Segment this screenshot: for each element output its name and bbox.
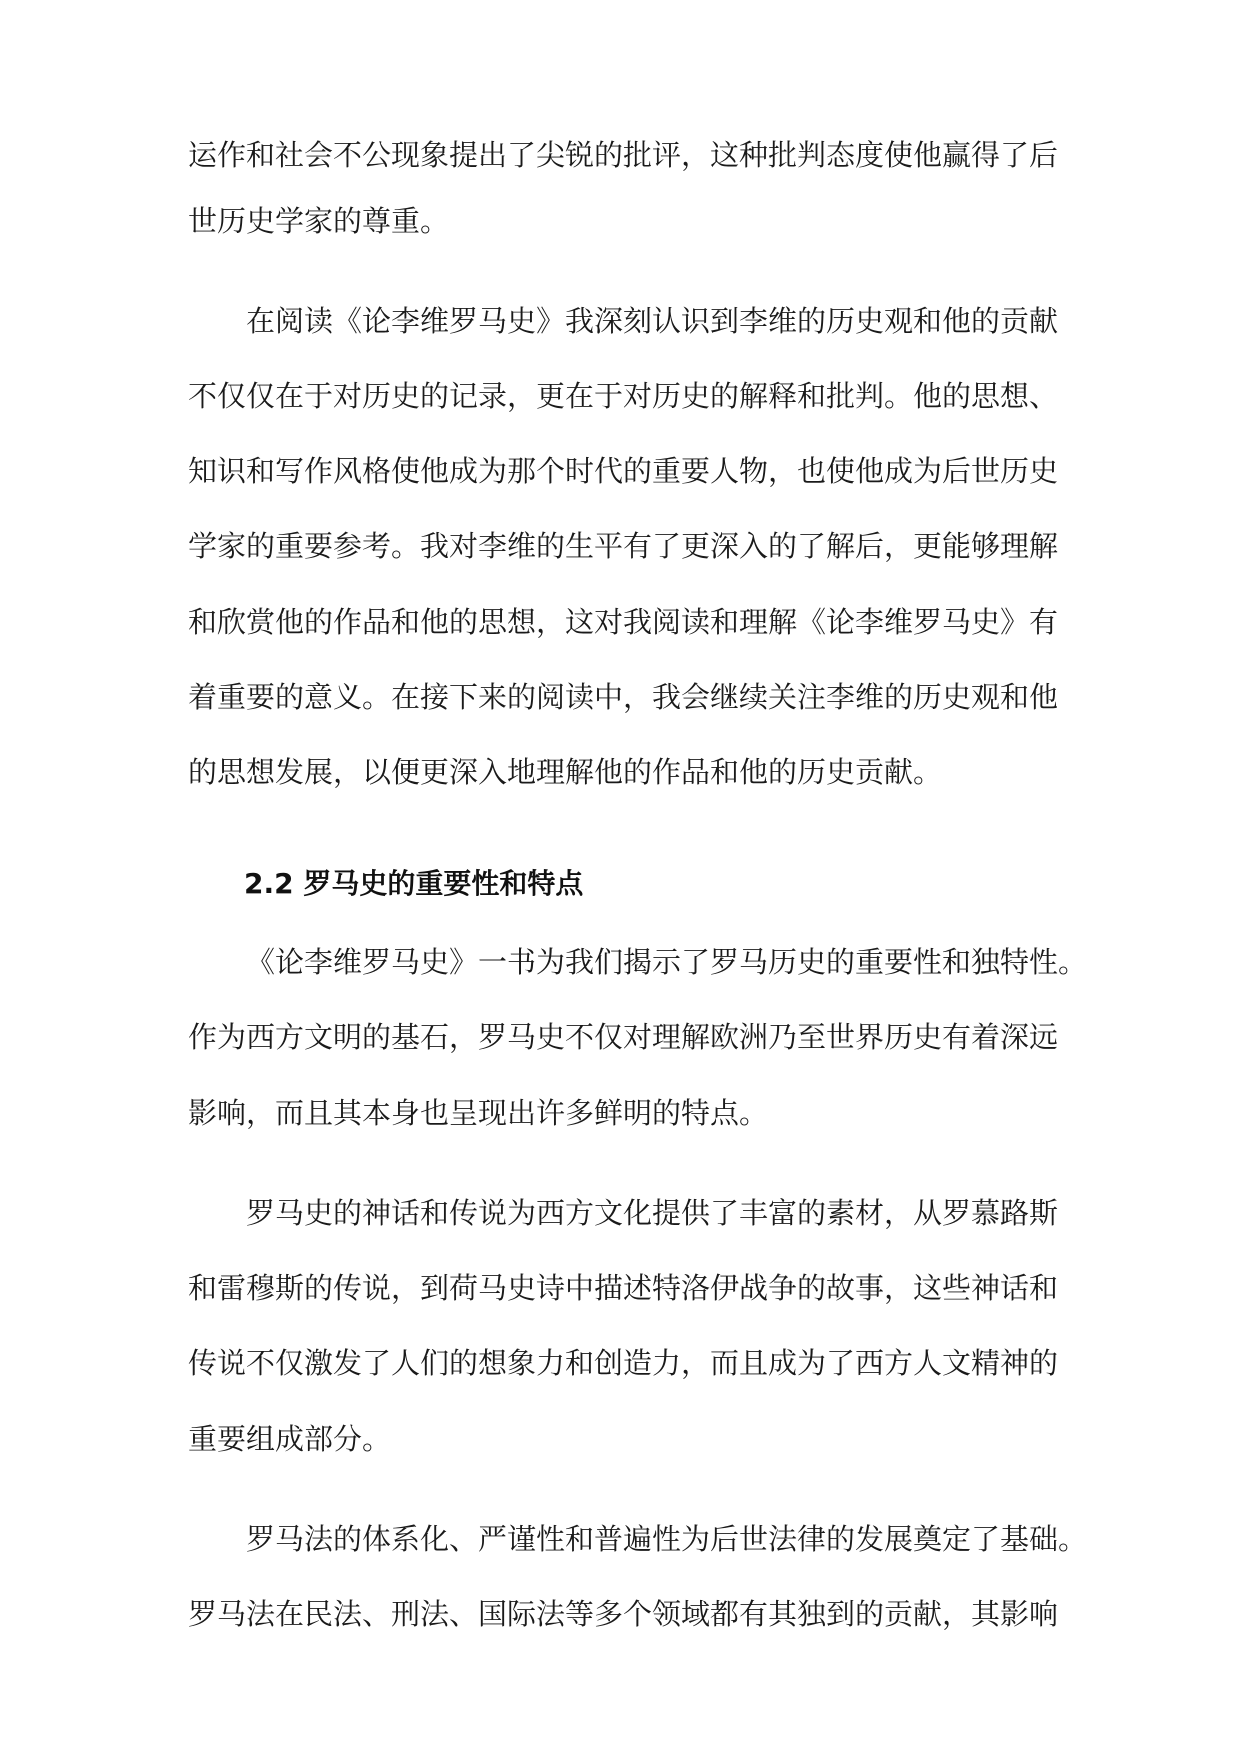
text-line: 重要组成部分。 bbox=[188, 1422, 392, 1456]
text-line: 罗马法在民法、刑法、国际法等多个领域都有其独到的贡献，其影响 bbox=[188, 1597, 1059, 1631]
text-line: 作为西方文明的基石，罗马史不仅对理解欧洲乃至世界历史有着深远 bbox=[188, 1020, 1059, 1054]
text-line: 影响，而且其本身也呈现出许多鲜明的特点。 bbox=[188, 1096, 769, 1130]
text-line: 不仅仅在于对历史的记录，更在于对历史的解释和批判。他的思想、 bbox=[188, 379, 1059, 413]
text-line: 的思想发展，以便更深入地理解他的作品和他的历史贡献。 bbox=[188, 755, 943, 789]
paragraph-start-line: 《论李维罗马史》一书为我们揭示了罗马历史的重要性和独特性。 bbox=[246, 945, 1088, 979]
section-heading: 2.2 罗马史的重要性和特点 bbox=[244, 867, 584, 900]
paragraph-start-line: 罗马史的神话和传说为西方文化提供了丰富的素材，从罗慕路斯 bbox=[246, 1196, 1059, 1230]
text-line: 学家的重要参考。我对李维的生平有了更深入的了解后，更能够理解 bbox=[188, 529, 1059, 563]
paragraph-start-line: 罗马法的体系化、严谨性和普遍性为后世法律的发展奠定了基础。 bbox=[246, 1522, 1088, 1556]
text-line: 知识和写作风格使他成为那个时代的重要人物，也使他成为后世历史 bbox=[188, 454, 1059, 488]
text-line: 和欣赏他的作品和他的思想，这对我阅读和理解《论李维罗马史》有 bbox=[188, 605, 1059, 639]
paragraph-start-line: 在阅读《论李维罗马史》我深刻认识到李维的历史观和他的贡献 bbox=[246, 304, 1059, 338]
text-line: 和雷穆斯的传说，到荷马史诗中描述特洛伊战争的故事，这些神话和 bbox=[188, 1271, 1059, 1305]
text-line: 运作和社会不公现象提出了尖锐的批评，这种批判态度使他赢得了后 bbox=[188, 138, 1059, 172]
text-line: 着重要的意义。在接下来的阅读中，我会继续关注李维的历史观和他 bbox=[188, 680, 1059, 714]
text-line: 世历史学家的尊重。 bbox=[188, 204, 450, 238]
text-line: 传说不仅激发了人们的想象力和创造力，而且成为了西方人文精神的 bbox=[188, 1346, 1059, 1380]
